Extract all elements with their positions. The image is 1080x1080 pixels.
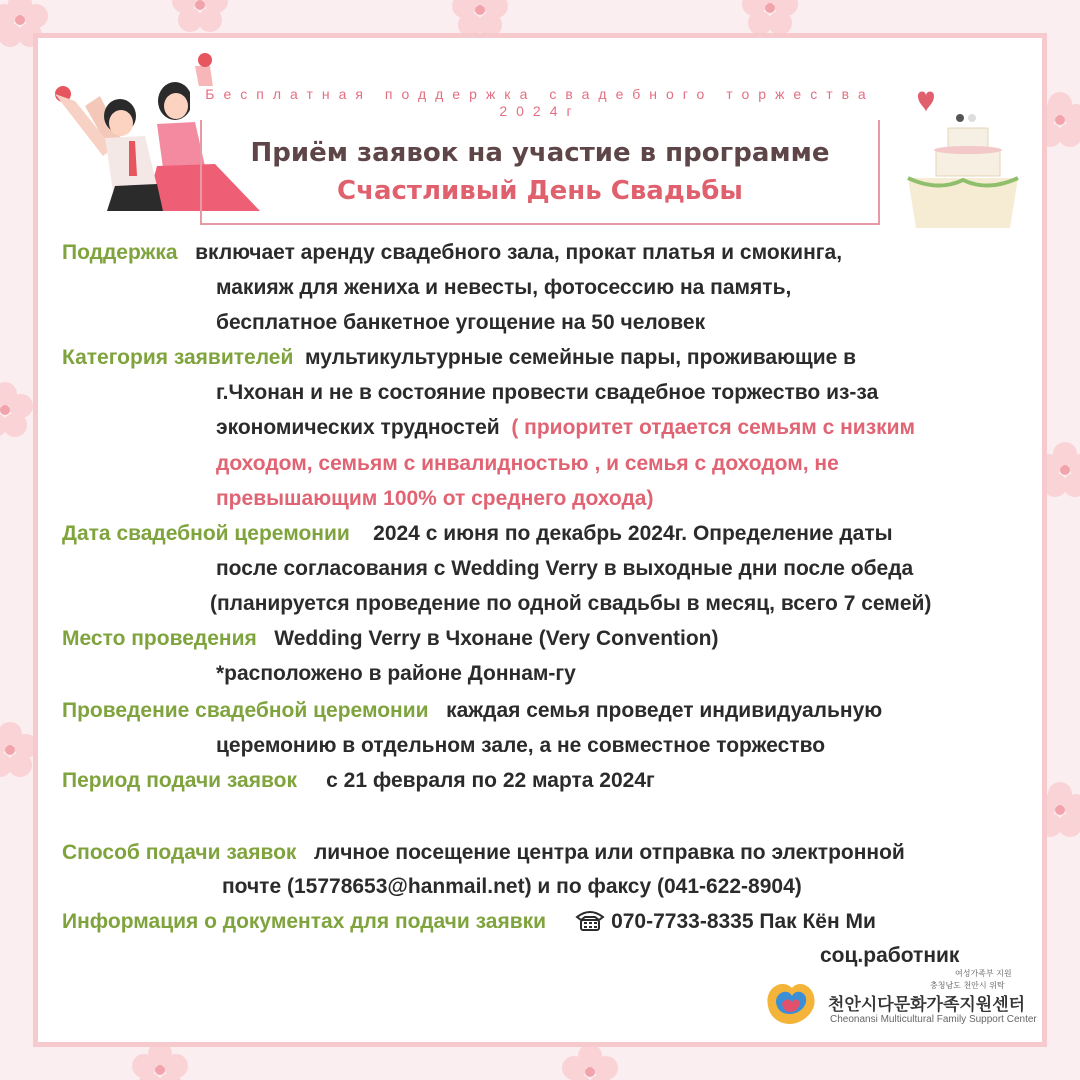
priority-note: доходом, семьям с инвалидностью , и семья с доходом, не	[216, 452, 839, 475]
ceremony-row	[62, 698, 882, 724]
center-name-korean: 천안시다문화가족지원센터	[828, 995, 1026, 1015]
period-value: с 21 февраля по 22 марта 2024г	[326, 769, 655, 792]
info-label: Информация о документах для подачи заявки	[62, 910, 547, 933]
support-text: макияж для жениха и невесты, фотосессию на память,	[216, 276, 792, 299]
category-label: Категория заявителей	[62, 346, 294, 369]
method-text: почте (15778653@hanmail.net) и по факсу (041-622-8904)	[222, 875, 802, 898]
date-row	[62, 521, 893, 547]
priority-note: превышающим 100% от среднего дохода)	[216, 487, 654, 510]
program-name: Счастливый День Свадьбы	[337, 176, 743, 206]
wedding-cake-illustration	[898, 88, 1028, 228]
date-label: Дата свадебной церемонии	[62, 522, 350, 545]
method-text: личное посещение центра или отправка по электронной	[313, 841, 905, 864]
period-label: Период подачи заявок	[62, 769, 297, 792]
period-row	[62, 768, 655, 794]
date-text: после согласования с Wedding Verry в выходные дни после обеда	[216, 557, 914, 580]
category-text: экономических трудностей	[216, 416, 500, 439]
sponsor-text: 충청남도 천안시 위탁	[930, 981, 1005, 990]
info-row	[62, 909, 876, 938]
date-text: (планируется проведение по одной свадьбы в месяц, всего 7 семей)	[210, 592, 932, 615]
flower-decoration	[170, 0, 230, 35]
method-row	[62, 840, 905, 866]
category-text: г.Чхонан и не в состояние провести свадебное торжество из-за	[216, 381, 879, 404]
place-row	[62, 626, 719, 652]
place-label: Место проведения	[62, 627, 257, 650]
category-row-3	[216, 415, 915, 441]
header-title: Приём заявок на участие в программе	[250, 138, 830, 168]
contact-phone: 070-7733-8335 Пак Кён Ми	[611, 910, 876, 933]
support-label: Поддержка	[62, 241, 178, 264]
category-text: мультикультурные семейные пары, проживающие в	[305, 346, 857, 369]
method-label: Способ подачи заявок	[62, 841, 297, 864]
telephone-icon	[575, 909, 605, 938]
support-text: включает аренду свадебного зала, прокат платья и смокинга,	[195, 241, 843, 264]
ceremony-text: церемонию в отдельном зале, а не совместное торжество	[216, 734, 826, 757]
flower-decoration	[560, 1042, 620, 1080]
place-text: *расположено в районе Доннам-гу	[216, 662, 576, 685]
sponsor-text: 여성가족부 지원	[955, 969, 1012, 978]
ceremony-label: Проведение свадебной церемонии	[62, 699, 429, 722]
contact-role: соц.работник	[820, 944, 960, 967]
place-text: Wedding Verry в Чхонане (Very Convention)	[274, 627, 719, 650]
support-text: бесплатное банкетное угощение на 50 человек	[216, 311, 706, 334]
priority-note: ( приоритет отдается семьям с низким	[511, 416, 916, 439]
category-row	[62, 345, 856, 371]
support-row	[62, 240, 842, 266]
date-text: 2024 с июня по декабрь 2024г. Определение даты	[373, 522, 893, 545]
flower-decoration	[0, 380, 35, 440]
header-subtitle: Бесплатная поддержка свадебного торжества 2024г	[190, 86, 890, 120]
ceremony-text: каждая семья проведет индивидуальную	[446, 699, 883, 722]
center-name-english: Cheonansi Multicultural Family Support Center	[830, 1014, 1037, 1025]
